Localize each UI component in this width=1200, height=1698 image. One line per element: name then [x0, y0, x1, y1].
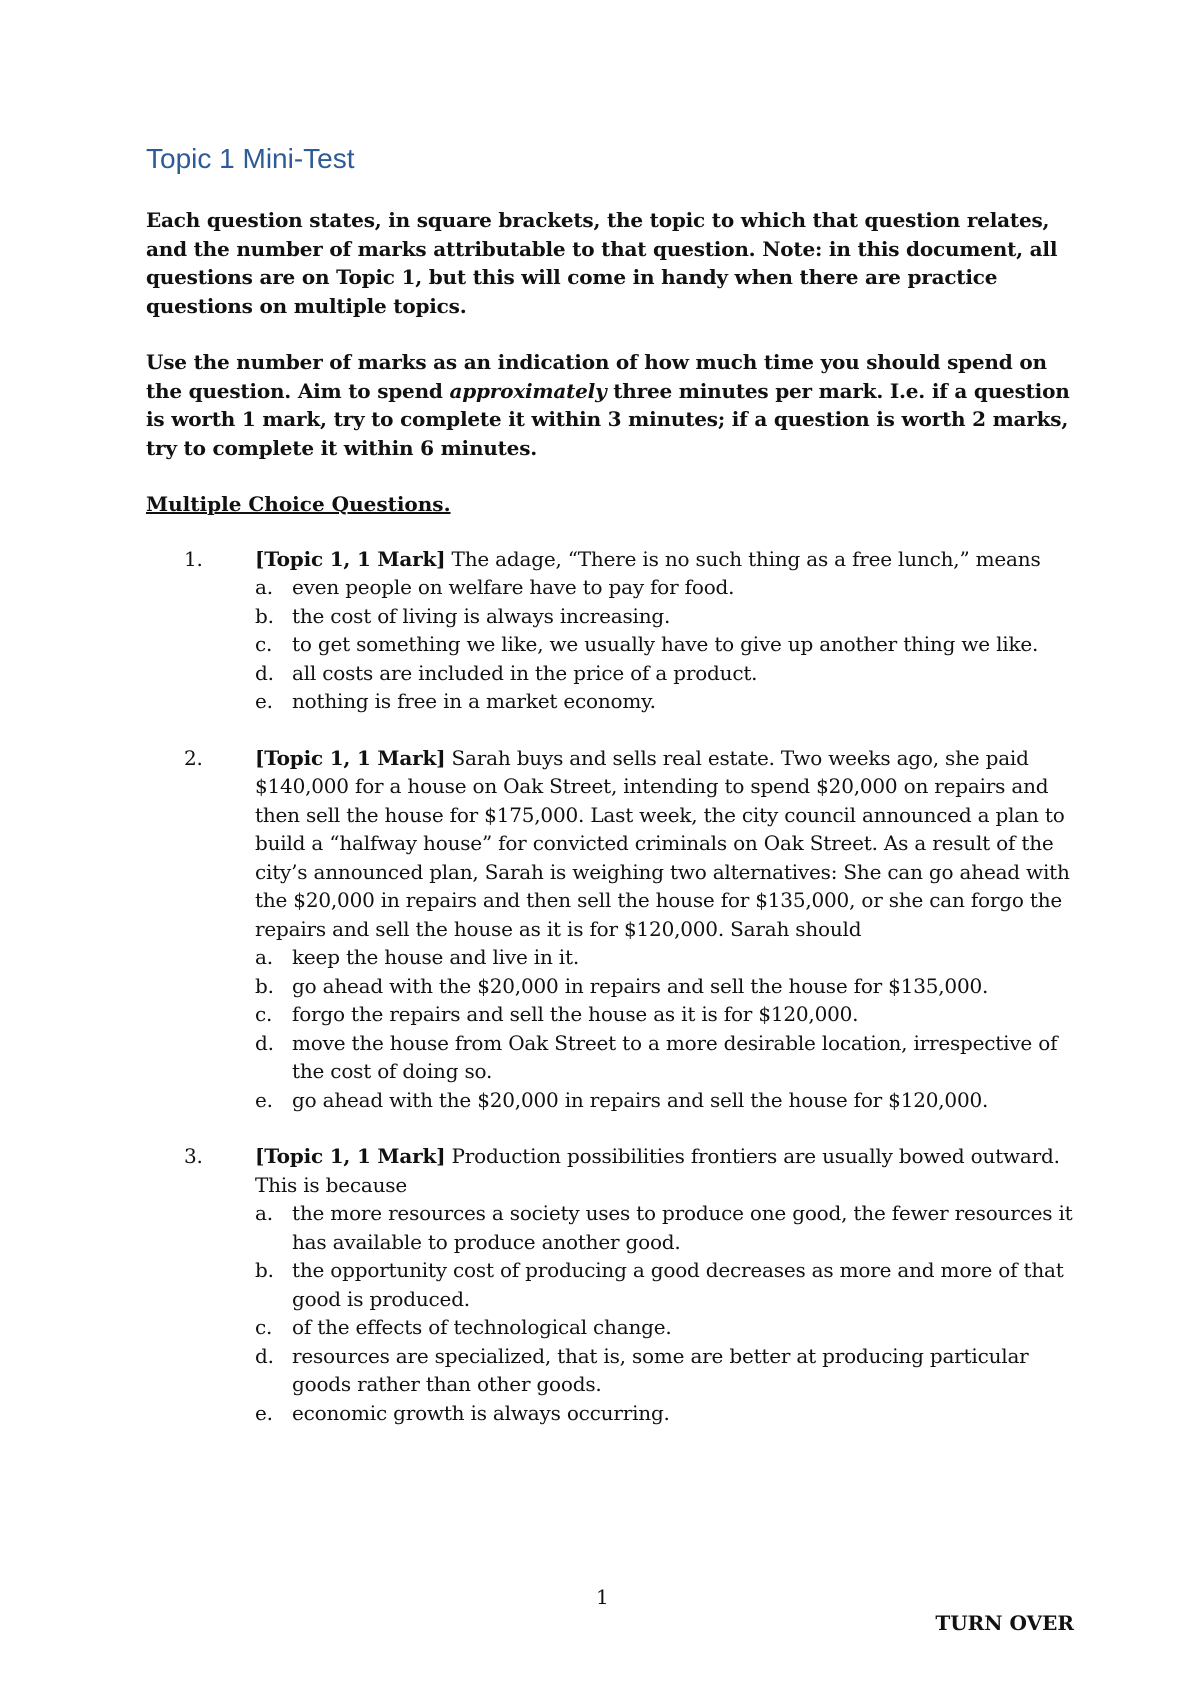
option-letter: d.	[255, 1030, 274, 1055]
question-stem	[255, 545, 1076, 574]
option-letter: e.	[255, 1400, 273, 1425]
option-text: to get something we like, we usually have to give up another thing we like.	[292, 632, 1039, 656]
option-letter: d.	[255, 1343, 274, 1368]
option-text: the cost of living is always increasing.	[292, 603, 671, 628]
option-letter: e.	[255, 689, 273, 713]
option-text: go ahead with the $20,000 in repairs and sell the house for $135,000.	[292, 973, 989, 998]
option-text: all costs are included in the price of a product.	[292, 660, 758, 685]
answer-option-b	[146, 602, 1076, 631]
option-letter: b.	[255, 973, 274, 998]
answer-option-a	[146, 573, 1076, 602]
option-letter: c.	[255, 632, 273, 656]
answer-option-c	[146, 630, 1076, 659]
option-letter: b.	[255, 1258, 274, 1282]
option-letter: a.	[255, 1201, 273, 1225]
answer-option-b	[146, 1256, 1076, 1313]
question-text: Sarah buys and sells real estate. Two weeks ago, she paid $140,000 for a house on Oak Street, intending to spend $20,000 on repairs and then sell the house for $175,000. Last week, the city council announced a plan to build a “halfway house” for convicted criminals on Oak Street. As a result of the city’s announced plan, Sarah is weighing two alternatives: She can go ahead with the $20,000 in repairs and then sell the house for $135,000, or she can forgo the repairs and sell the house as it is for $120,000. Sarah should	[255, 745, 1070, 941]
option-letter: e.	[255, 1087, 273, 1112]
question-stem	[255, 744, 1076, 944]
answer-option-a	[146, 1199, 1076, 1256]
page-title: Topic 1 Mini-Test	[146, 143, 355, 174]
option-letter: d.	[255, 660, 274, 685]
question-tag: [Topic 1, 1 Mark]	[255, 1144, 446, 1168]
option-text: nothing is free in a market economy.	[292, 689, 656, 713]
option-letter: c.	[255, 1315, 273, 1339]
answer-option-c	[146, 1000, 1076, 1029]
option-letter: a.	[255, 575, 273, 599]
instructions-emphasis: approximately	[449, 378, 607, 403]
option-text: the opportunity cost of producing a good decreases as more and more of that good is produced.	[292, 1258, 1064, 1311]
question-tag: [Topic 1, 1 Mark]	[255, 745, 446, 770]
option-text: the more resources a society uses to produce one good, the fewer resources it has available to produce another good.	[292, 1201, 1073, 1254]
answer-option-b	[146, 972, 1076, 1001]
option-letter: a.	[255, 945, 273, 969]
instructions-paragraph-2	[146, 348, 1076, 462]
instructions	[146, 206, 1076, 462]
option-text: of the effects of technological change.	[292, 1315, 672, 1339]
question-stem	[255, 1142, 1076, 1199]
question-3	[146, 1142, 1076, 1427]
answer-option-e	[146, 687, 1076, 716]
answer-options	[146, 1199, 1076, 1427]
question-text: Production possibilities frontiers are usually bowed outward. This is because	[255, 1144, 1060, 1197]
answer-options	[146, 573, 1076, 716]
instructions-paragraph-1: Each question states, in square brackets, the topic to which that question relates, and the number of marks attributable to that question. Note: in this document, all questions are on Topic 1, but this will come in handy when there are practice questions on multiple topics.	[146, 208, 1058, 318]
question-text: The adage, “There is no such thing as a free lunch,” means	[445, 546, 1041, 571]
question-2	[146, 744, 1076, 1115]
question-1	[146, 545, 1076, 716]
instructions-text: Use the number of marks as an indication of how much time you should spend on the question. Aim to spend	[146, 350, 1047, 403]
question-number: 1.	[184, 546, 203, 571]
question-number: 2.	[184, 745, 203, 770]
answer-option-d	[146, 1029, 1076, 1086]
instructions-text: three minutes per mark. I.e. if a question is worth 1 mark, try to complete it within 3 minutes; if a question is worth 2 marks, try to complete it within 6 minutes.	[146, 378, 1070, 460]
document-page	[146, 140, 1076, 1455]
option-text: move the house from Oak Street to a more desirable location, irrespective of the cost of doing so.	[292, 1030, 1058, 1083]
answer-options	[146, 943, 1076, 1114]
answer-option-d	[146, 659, 1076, 688]
option-text: even people on welfare have to pay for food.	[292, 575, 735, 599]
answer-option-a	[146, 943, 1076, 972]
section-heading: Multiple Choice Questions.	[146, 492, 451, 516]
option-letter: c.	[255, 1002, 273, 1026]
turn-over-label: TURN OVER	[935, 1611, 1074, 1635]
option-text: keep the house and live in it.	[292, 945, 579, 969]
answer-option-d	[146, 1342, 1076, 1399]
option-text: forgo the repairs and sell the house as it is for $120,000.	[292, 1002, 859, 1026]
question-number: 3.	[184, 1144, 203, 1168]
question-tag: [Topic 1, 1 Mark]	[255, 546, 446, 571]
option-letter: b.	[255, 603, 274, 628]
option-text: economic growth is always occurring.	[292, 1400, 670, 1425]
answer-option-e	[146, 1086, 1076, 1115]
option-text: go ahead with the $20,000 in repairs and sell the house for $120,000.	[292, 1087, 989, 1112]
page-number: 1	[596, 1585, 609, 1609]
answer-option-e	[146, 1399, 1076, 1428]
option-text: resources are specialized, that is, some are better at producing particular goods rather than other goods.	[292, 1343, 1029, 1396]
answer-option-c	[146, 1313, 1076, 1342]
